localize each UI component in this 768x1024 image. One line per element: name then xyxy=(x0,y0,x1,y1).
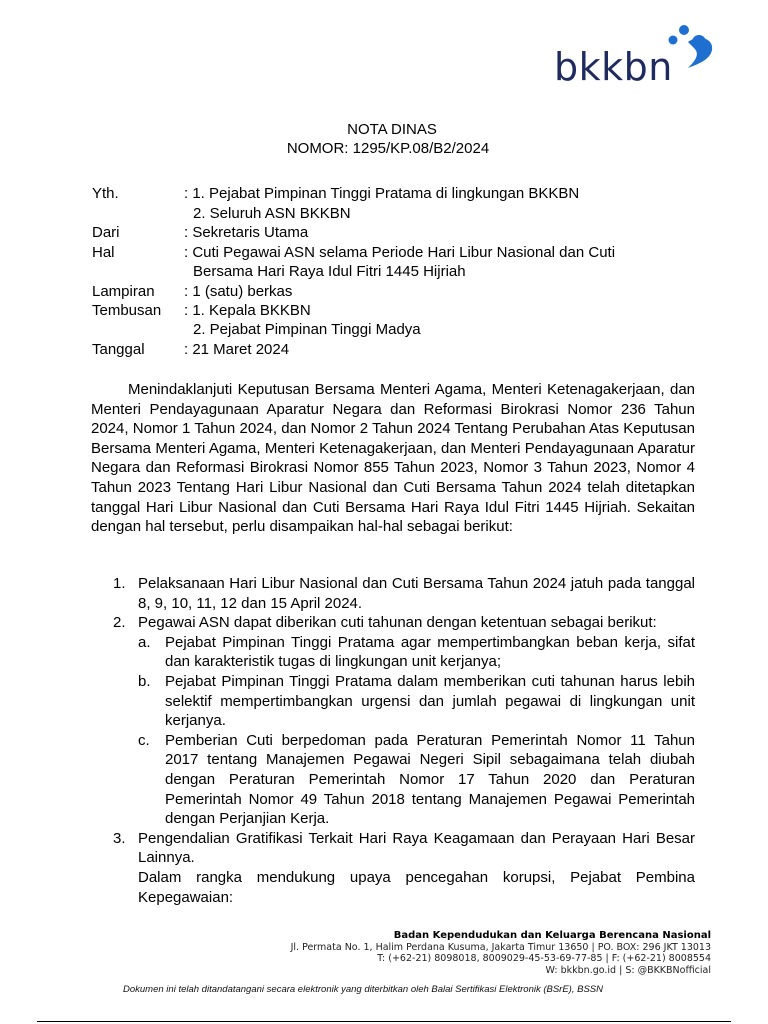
list-item xyxy=(92,613,695,633)
sub-item-letter: a. xyxy=(138,633,151,651)
sub-item xyxy=(92,672,695,731)
intro-paragraph: Menindaklanjuti Keputusan Bersama Menteri Agama, Menteri Ketenagakerjaan, dan Menteri Pendayagunaan Aparatur Negara dan Reformasi Birokrasi Nomor 236 Tahun 2024, Nomor 1 Tahun 2024, dan Nomor 2 Tahun 2024 Tentang Perubahan Atas Keputusan Bersama Menteri Agama, Menteri Ketenagakerjaan, dan Menteri Pendayagunaan Aparatur Negara dan Reformasi Birokrasi Nomor 855 Tahun 2023, Nomor 3 Tahun 2023, Nomor 4 Tahun 2023 Tentang Hari Libur Nasional dan Cuti Bersama Tahun 2024 telah ditetapkan tanggal Hari Libur Nasional dan Cuti Bersama Hari Raya Idul Fitri 1445 Hijriah. Sekaitan dengan hal tersebut, perlu disampaikan hal-hal sebagai berikut: xyxy=(91,381,695,536)
footer-org: Badan Kependudukan dan Keluarga Berencana Nasional xyxy=(393,930,711,941)
sub-item-text: Pejabat Pimpinan Tinggi Pratama dalam memberikan cuti tahunan harus lebih selektif mempertimbangkan urgensi dan jumlah pegawai di lingkungan unit kerjanya. xyxy=(165,672,695,730)
meta-tanggal-value: : 21 Maret 2024 xyxy=(184,341,290,358)
meta-tembusan-label: Tembusan xyxy=(92,301,162,319)
meta-label: Yth. xyxy=(92,185,119,202)
meta-hal-2: Bersama Hari Raya Idul Fitri 1445 Hijriah xyxy=(193,263,466,280)
meta-yth-1: : 1. Pejabat Pimpinan Tinggi Pratama di lingkungan BKKBN xyxy=(184,185,580,202)
bkkbn-logo xyxy=(554,20,719,90)
doc-title: NOTA DINAS xyxy=(347,121,437,138)
meta-yth-2: 2. Seluruh ASN BKKBN xyxy=(193,204,351,222)
list-item xyxy=(92,829,695,868)
footer-address: Jl. Permata No. 1, Halim Perdana Kusuma, Jakarta Timur 13650 | PO. BOX: 296 JKT 13013 xyxy=(290,941,711,953)
item-number: 1. xyxy=(113,575,126,592)
item-text: Pengendalian Gratifikasi Terkait Hari Raya Keagamaan dan Perayaan Hari Besar Lainnya. xyxy=(138,829,695,867)
meta-dari-label: Dari xyxy=(92,224,120,241)
meta-hal-1: : Cuti Pegawai ASN selama Periode Hari Libur Nasional dan Cuti xyxy=(184,243,616,261)
sub-item-letter: b. xyxy=(138,672,151,690)
sub-item-letter: c. xyxy=(138,731,150,749)
letterhead-footer xyxy=(291,930,711,976)
logo-wordmark: bkkbn xyxy=(554,45,673,89)
sub-item xyxy=(92,731,695,829)
meta-lampiran-value: : 1 (satu) berkas xyxy=(184,282,293,300)
footer-phone: T: (+62-21) 8098018, 8009029-45-53-69-77-85 | F: (+62-21) 8008554 xyxy=(377,953,711,964)
meta-tembusan-1: : 1. Kepala BKKBN xyxy=(184,301,311,319)
sub-item-text: Pejabat Pimpinan Tinggi Pratama agar mempertimbangkan beban kerja, sifat dan karakteristik tugas di lingkungan unit kerjanya; xyxy=(165,633,695,671)
sub-item-text: Pemberian Cuti berpedoman pada Peraturan Pemerintah Nomor 11 Tahun 2017 tentang Manajemen Pegawai Negeri Sipil sebagaimana telah diubah dengan Peraturan Pemerintah Nomor 17 Tahun 2020 dan Peraturan Pemerintah Nomor 49 Tahun 2018 tentang Manajemen Pegawai Pemerintah dengan Perjanjian Kerja. xyxy=(165,731,695,828)
meta-tembusan-2: 2. Pejabat Pimpinan Tinggi Madya xyxy=(193,321,421,338)
doc-number: NOMOR: 1295/KP.08/B2/2024 xyxy=(286,140,490,157)
list-item xyxy=(92,574,695,613)
e-signature-note: Dokumen ini telah ditandatangani secara elektronik yang diterbitkan oleh Balai Sertifikasi Elektronik (BSrE), BSSN xyxy=(123,984,603,995)
sub-item xyxy=(92,633,695,672)
logo-mark-icon xyxy=(654,20,719,70)
footer-web: W: bkkbn.go.id | S: @BKKBNofficial xyxy=(545,964,711,976)
meta-hal-label: Hal xyxy=(92,243,115,261)
item-text: Pelaksanaan Hari Libur Nasional dan Cuti Bersama Tahun 2024 jatuh pada tanggal 8, 9, 10, 11, 12 dan 15 April 2024. xyxy=(138,575,695,612)
item-text: Pegawai ASN dapat diberikan cuti tahunan dengan ketentuan sebagai berikut: xyxy=(138,614,657,632)
point-list xyxy=(92,574,695,907)
meta-tanggal-label: Tanggal xyxy=(92,341,145,358)
meta-dari-value: : Sekretaris Utama xyxy=(184,224,309,241)
meta-lampiran-label: Lampiran xyxy=(92,282,155,300)
item-continuation: Dalam rangka mendukung upaya pencegahan korupsi, Pejabat Pembina Kepegawaian: xyxy=(138,868,695,906)
item-number: 2. xyxy=(113,614,126,632)
item-number: 3. xyxy=(113,829,126,847)
bottom-divider xyxy=(37,1021,731,1022)
